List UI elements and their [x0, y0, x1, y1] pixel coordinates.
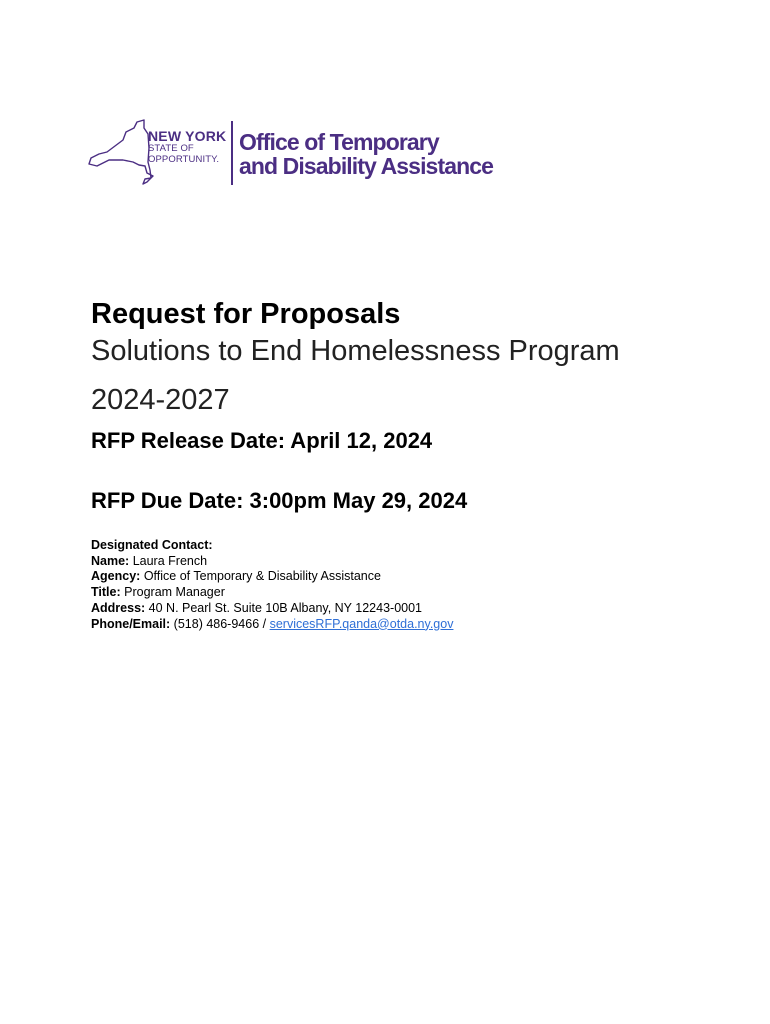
document-title: Request for Proposals [91, 298, 401, 330]
contact-phone-value: (518) 486-9466 / [173, 616, 267, 631]
due-date: RFP Due Date: 3:00pm May 29, 2024 [91, 488, 468, 513]
agency-wordmark-line1: Office of Temporary [239, 129, 439, 155]
program-name: Solutions to End Homelessness Program [91, 335, 620, 367]
contact-agency-value: Office of Temporary & Disability Assistance [143, 569, 381, 584]
contact-address-label: Address: [91, 600, 146, 615]
contact-agency-label: Agency: [91, 569, 141, 584]
contact-address-value: 40 N. Pearl St. Suite 10B Albany, NY 12243-0001 [148, 600, 422, 615]
release-date: RFP Release Date: April 12, 2024 [91, 428, 433, 453]
designated-contact-block [91, 538, 711, 632]
cover-content [91, 296, 711, 632]
contact-address-row [91, 601, 711, 617]
contact-phone-label: Phone/Email: [91, 616, 171, 631]
ny-wordmark-line3: OPPORTUNITY. [148, 153, 220, 165]
agency-wordmark-line2: and Disability Assistance [239, 153, 494, 179]
contact-name-label: Name: [91, 553, 130, 568]
contact-phone-email-row [91, 617, 711, 633]
agency-wordmark [239, 130, 493, 178]
contact-name-row [91, 554, 711, 570]
contact-name-value: Laura French [132, 553, 208, 568]
contact-title-label: Title: [91, 585, 121, 600]
contact-email-link[interactable]: servicesRFP.qanda@otda.ny.gov [269, 616, 454, 631]
ny-wordmark-line1: NEW YORK [148, 128, 227, 144]
contact-title-row [91, 585, 711, 601]
contact-title-value: Program Manager [124, 585, 225, 600]
program-years: 2024-2027 [91, 384, 230, 416]
agency-logo [87, 118, 494, 190]
logo-divider [231, 121, 233, 185]
contact-heading: Designated Contact: [91, 538, 213, 552]
contact-agency-row [91, 569, 711, 585]
ny-wordmark [148, 129, 226, 164]
ny-wordmark-line2: STATE OF [148, 143, 194, 154]
